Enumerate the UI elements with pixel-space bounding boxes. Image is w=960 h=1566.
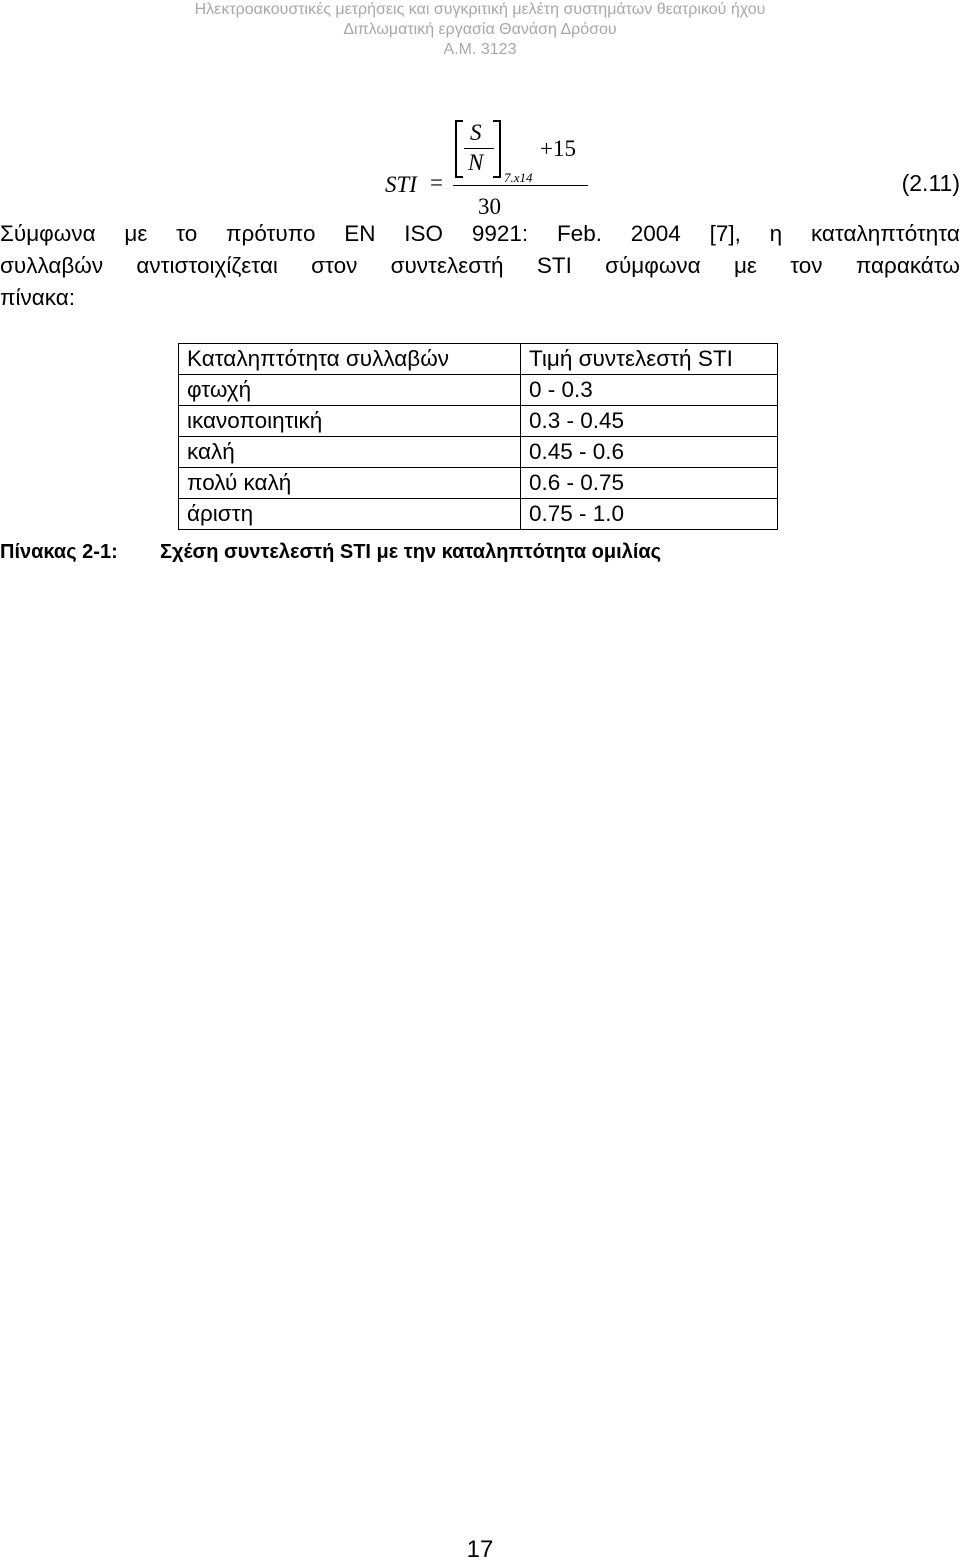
word: ISO <box>404 221 444 246</box>
word: καταληπτότητα <box>810 221 960 246</box>
equation-denominator: 30 <box>478 194 501 219</box>
sti-equation <box>0 100 960 220</box>
main-fraction-line <box>453 185 588 186</box>
word: στον <box>311 253 358 278</box>
table-cell-sti: 0.45 - 0.6 <box>521 437 778 468</box>
bracket-right <box>499 120 501 178</box>
word: STI <box>536 253 572 278</box>
table-row <box>179 406 778 437</box>
table-cell-sti: 0.6 - 0.75 <box>521 468 778 499</box>
equation-equals: = <box>430 170 443 195</box>
table-cell-rating: πολύ καλή <box>179 468 521 499</box>
equation-subscript: 7.x14 <box>504 170 533 185</box>
word: με <box>124 221 148 246</box>
table-row <box>179 437 778 468</box>
equation-N: N <box>468 150 484 175</box>
word: 9921: <box>471 221 529 246</box>
equation-number: (2.11) <box>901 170 960 196</box>
word: με <box>733 253 757 278</box>
word: αντιστοιχίζεται <box>136 253 278 278</box>
table-cell-sti: 0.75 - 1.0 <box>521 499 778 530</box>
word: Feb. <box>556 221 602 246</box>
paragraph-line-2 <box>0 250 960 282</box>
page-header <box>0 0 960 60</box>
word: τον <box>790 253 823 278</box>
word: η <box>769 221 783 246</box>
header-author: Διπλωματική εργασία Θανάση Δρόσου <box>343 21 617 38</box>
header-id: Α.Μ. 3123 <box>443 41 517 58</box>
caption-label: Πίνακας 2-1: <box>0 541 118 563</box>
table-cell-sti: 0.3 - 0.45 <box>521 406 778 437</box>
table-cell-rating: άριστη <box>179 499 521 530</box>
table-cell-rating: καλή <box>179 437 521 468</box>
table-header-row <box>179 344 778 375</box>
header-title: Ηλεκτροακουστικές μετρήσεις και συγκριτική μελέτη συστημάτων θεατρικού ήχου <box>194 1 766 18</box>
word: [7], <box>709 221 741 246</box>
word: συντελεστή <box>390 253 504 278</box>
word: σύμφωνα <box>605 253 701 278</box>
bracket-right-top <box>493 120 501 122</box>
caption-text: Σχέση συντελεστή STI με την καταληπτότητα ομιλίας <box>160 541 662 563</box>
table-cell-rating: φτωχή <box>179 375 521 406</box>
equation-S: S <box>470 120 482 145</box>
bracket-left-top <box>455 120 463 122</box>
table-row <box>179 468 778 499</box>
paragraph-line-1 <box>0 218 960 250</box>
bracket-right-bottom <box>493 176 501 178</box>
word: EN <box>344 221 376 246</box>
equation-plus-15: +15 <box>540 136 576 161</box>
word: το <box>176 221 198 246</box>
body-paragraph <box>0 218 960 314</box>
table-row <box>179 499 778 530</box>
paragraph-line-3: πίνακα: <box>0 285 76 310</box>
word: Σύμφωνα <box>0 221 96 246</box>
word: πρότυπο <box>226 221 316 246</box>
equation-lhs: STI <box>385 172 417 197</box>
page-number: 17 <box>466 1536 494 1563</box>
sti-table <box>178 343 778 530</box>
word: παρακάτω <box>855 253 960 278</box>
bracket-left <box>455 120 457 178</box>
table-header-cell: Καταληπτότητα συλλαβών <box>179 344 521 375</box>
table-cell-rating: ικανοποιητική <box>179 406 521 437</box>
bracket-left-bottom <box>455 176 463 178</box>
table-header-cell: Τιμή συντελεστή STI <box>521 344 778 375</box>
inner-fraction-line <box>464 148 494 149</box>
word: 2004 <box>630 221 681 246</box>
table-cell-sti: 0 - 0.3 <box>521 375 778 406</box>
word: συλλαβών <box>0 253 104 278</box>
table-row <box>179 375 778 406</box>
